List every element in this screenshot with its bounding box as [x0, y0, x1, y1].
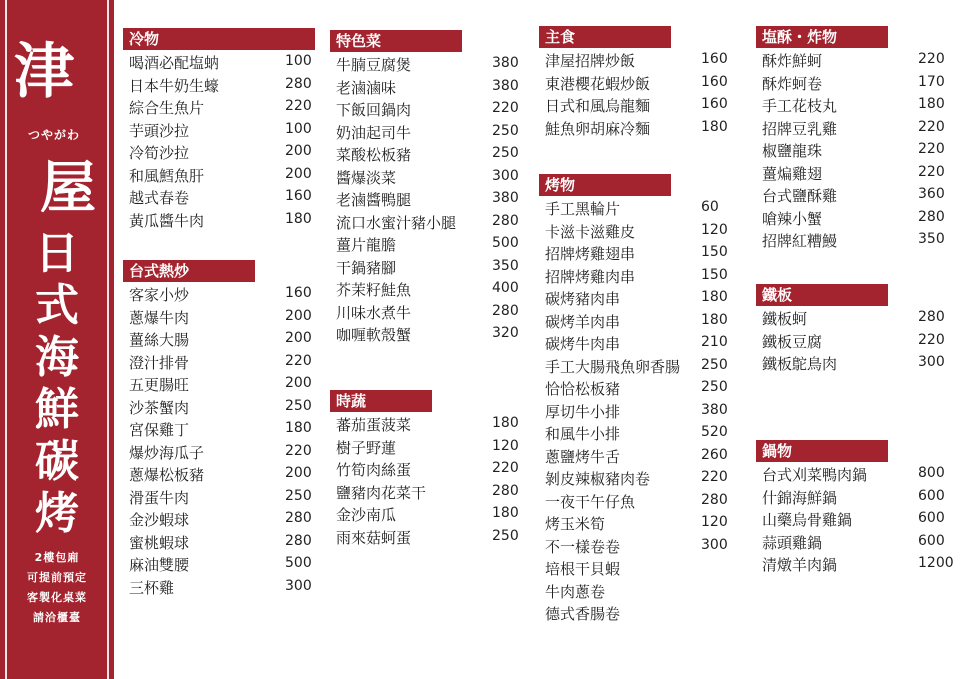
menu-item-price: 250 — [701, 379, 728, 395]
menu-item-name: 麻油雙腰 — [129, 556, 190, 574]
menu-item-name: 烤玉米筍 — [545, 515, 606, 533]
menu-item-price: 300 — [701, 536, 728, 553]
menu-item-price: 220 — [918, 163, 945, 180]
menu-item-price: 160 — [701, 73, 728, 90]
menu-item-name: 咖喱軟殼蟹 — [336, 326, 412, 344]
menu-item-price: 600 — [918, 487, 945, 504]
menu-item-price: 250 — [285, 397, 312, 414]
menu-item-price: 220 — [285, 442, 312, 459]
menu-item-name: 蔥爆牛肉 — [129, 308, 190, 327]
menu-item-price: 60 — [701, 199, 719, 215]
menu-item-price: 120 — [701, 221, 728, 238]
menu-item-price: 220 — [285, 352, 312, 369]
menu-item-price: 100 — [285, 120, 312, 137]
menu-item-price: 500 — [492, 235, 519, 251]
menu-item-price: 280 — [701, 491, 728, 508]
menu-item-price: 380 — [492, 55, 519, 71]
menu-item-price: 350 — [918, 231, 945, 247]
menu-item-name: 清燉羊肉鍋 — [762, 556, 838, 574]
section-title: 時蔬 — [330, 390, 432, 412]
menu-item-name: 宮保雞丁 — [129, 421, 190, 439]
menu-item-price: 800 — [918, 465, 945, 481]
brand-sidebar — [0, 0, 114, 679]
menu-item-name: 蕃茄蛋菠菜 — [336, 416, 412, 434]
menu-item-name: 招牌烤雞肉串 — [545, 267, 636, 286]
tagline-char: 式 — [35, 280, 79, 331]
menu-item-name: 酥炸鮮蚵 — [762, 52, 823, 70]
menu-item-price: 400 — [492, 280, 519, 296]
menu-item-name: 剝皮辣椒豬肉卷 — [545, 470, 651, 488]
menu-item-price: 200 — [285, 165, 312, 182]
menu-item-price: 180 — [492, 415, 519, 431]
menu-item-price: 380 — [492, 77, 519, 94]
tagline-char: 烤 — [35, 488, 79, 539]
menu-item-name: 竹筍肉絲蛋 — [336, 461, 412, 479]
menu-section-special — [330, 30, 532, 351]
menu-item-name: 招牌紅糟鰻 — [762, 232, 838, 250]
menu-item-price: 250 — [492, 527, 519, 544]
private-room-notes — [8, 548, 106, 628]
menu-item-name: 津屋招牌炒飯 — [545, 52, 636, 70]
menu-item-price: 150 — [701, 266, 728, 283]
menu-item-price: 100 — [285, 53, 312, 69]
tagline-char: 鮮 — [35, 384, 79, 435]
menu-item-name: 台式鹽酥雞 — [762, 187, 838, 205]
menu-item-name: 喝酒必配塩蚋 — [129, 54, 220, 72]
menu-item-price: 120 — [701, 514, 728, 530]
menu-item-price: 600 — [918, 510, 945, 526]
menu-item-name: 芥茉籽鮭魚 — [336, 281, 412, 299]
section-title: 台式熱炒 — [123, 260, 255, 282]
menu-item-name: 澄汁排骨 — [129, 353, 190, 372]
menu-section-staple — [539, 26, 741, 144]
sidebar-border-right — [107, 0, 109, 679]
menu-item-name: 鮭魚卵胡麻冷麵 — [545, 119, 651, 138]
menu-item-name: 碳烤豬肉串 — [545, 290, 621, 308]
menu-item-price: 220 — [285, 98, 312, 114]
menu-item-price: 220 — [492, 460, 519, 476]
menu-item-price: 280 — [492, 212, 519, 229]
menu-item-name: 五更腸旺 — [129, 376, 190, 394]
menu-item-price: 300 — [285, 577, 312, 594]
menu-item-name: 東港櫻花蝦炒飯 — [545, 74, 651, 93]
tagline-char: 日 — [35, 228, 79, 279]
menu-item-price: 280 — [285, 532, 312, 549]
menu-item-name: 鐵板豆腐 — [762, 332, 823, 351]
menu-item-name: 不一樣卷卷 — [545, 537, 621, 556]
menu-item-name: 椒鹽龍珠 — [762, 142, 823, 160]
menu-item-name: 樹子野蓮 — [336, 438, 397, 457]
menu-item-name: 什錦海鮮鍋 — [762, 488, 838, 507]
menu-item-name: 鐵板鴕鳥肉 — [762, 355, 838, 373]
menu-item-name: 薑煸雞翅 — [762, 164, 823, 183]
menu-item-name: 日本牛奶生蠔 — [129, 76, 220, 95]
menu-item-price: 280 — [492, 302, 519, 319]
menu-item-price: 120 — [492, 437, 519, 454]
menu-section-stirfry — [123, 260, 325, 603]
menu-item-price: 180 — [701, 118, 728, 135]
menu-item-price: 200 — [285, 375, 312, 391]
menu-item-name: 菜酸松板豬 — [336, 146, 412, 164]
menu-section-hotpot — [756, 440, 958, 581]
menu-item-name: 手工花枝丸 — [762, 97, 838, 115]
menu-item-name: 冷筍沙拉 — [129, 144, 190, 162]
section-title: 塩酥・炸物 — [756, 26, 888, 48]
menu-item-name: 黃瓜醬牛肉 — [129, 211, 205, 230]
menu-item-price: 500 — [285, 555, 312, 571]
note-line: 請洽櫃臺 — [33, 611, 81, 624]
sidebar-border-left — [5, 0, 7, 679]
tagline-char: 海 — [35, 332, 79, 383]
menu-item-name: 蒜頭雞鍋 — [762, 533, 823, 552]
menu-item-name: 越式春卷 — [129, 189, 190, 207]
menu-item-price: 210 — [701, 334, 728, 350]
menu-item-name: 和風牛小排 — [545, 425, 621, 443]
section-title: 冷物 — [123, 28, 315, 50]
menu-item-price: 200 — [285, 465, 312, 481]
menu-item-name: 鹽豬肉花菜干 — [336, 483, 427, 502]
menu-item-price: 1200 — [918, 555, 954, 571]
menu-item-price: 220 — [918, 51, 945, 67]
menu-item-price: 170 — [918, 73, 945, 90]
menu-item-name: 金沙蝦球 — [129, 511, 190, 529]
menu-item-name: 滑蛋牛肉 — [129, 488, 190, 507]
menu-item-price: 160 — [701, 96, 728, 112]
menu-item-price: 280 — [285, 75, 312, 92]
menu-item-price: 280 — [492, 482, 519, 499]
menu-item-name: 綜合生魚片 — [129, 99, 205, 117]
menu-item-name: 台式刈菜鴨肉鍋 — [762, 466, 868, 484]
menu-item-price: 220 — [701, 469, 728, 485]
menu-item-name: 薑片龍膽 — [336, 236, 397, 254]
menu-item-price: 260 — [701, 446, 728, 463]
menu-item-name: 蔥爆松板豬 — [129, 466, 205, 484]
menu-item-name: 日式和風烏龍麵 — [545, 97, 651, 115]
menu-item-name: 爆炒海瓜子 — [129, 443, 205, 462]
brand-tagline — [25, 228, 89, 540]
menu-item-price: 180 — [285, 420, 312, 436]
menu-item-name: 和風鱈魚肝 — [129, 166, 205, 185]
menu-item-price: 160 — [701, 51, 728, 67]
menu-item-name: 牛肉蔥卷 — [545, 582, 606, 601]
menu-item-price: 300 — [492, 167, 519, 184]
menu-item-name: 流口水蜜汁豬小腿 — [336, 213, 457, 232]
note-line: 客製化桌菜 — [27, 591, 87, 604]
menu-item-name: 手工大腸飛魚卵香腸 — [545, 357, 681, 376]
menu-item-price: 300 — [918, 354, 945, 370]
menu-item-name: 培根干貝蝦 — [545, 560, 621, 578]
menu-item-name: 三杯雞 — [129, 578, 175, 597]
menu-item-price: 160 — [285, 188, 312, 204]
section-title: 特色菜 — [330, 30, 462, 52]
menu-item-name: 川味水煮牛 — [336, 303, 412, 322]
menu-item-price: 220 — [918, 141, 945, 157]
menu-item-price: 220 — [918, 331, 945, 348]
menu-item-name: 下飯回鍋肉 — [336, 101, 412, 119]
menu-item-price: 250 — [492, 122, 519, 139]
menu-item-price: 180 — [918, 96, 945, 112]
menu-item-price: 220 — [492, 100, 519, 116]
menu-item-price: 200 — [285, 330, 312, 346]
menu-item-name: 金沙南瓜 — [336, 506, 397, 524]
menu-item-price: 280 — [918, 208, 945, 225]
menu-item-name: 奶油起司牛 — [336, 123, 412, 142]
menu-section-veg — [330, 390, 532, 553]
menu-item-name: 客家小炒 — [129, 286, 190, 304]
menu-item-name: 碳烤牛肉串 — [545, 335, 621, 353]
menu-item-price: 160 — [285, 285, 312, 301]
menu-item-name: 手工黑輪片 — [545, 200, 621, 218]
brand-char-1: 津 — [14, 37, 74, 107]
menu-item-name: 鐵板蚵 — [762, 310, 808, 328]
menu-item-name: 酥炸蚵卷 — [762, 74, 823, 93]
menu-item-price: 200 — [285, 307, 312, 324]
menu-item-name: 雨來菇蚵蛋 — [336, 528, 412, 547]
brand-char-2: 屋 — [40, 155, 96, 221]
menu-item-name: 招牌烤雞翅串 — [545, 245, 636, 263]
note-line: 可提前預定 — [27, 571, 87, 584]
menu-item-price: 380 — [492, 190, 519, 206]
menu-item-price: 150 — [701, 244, 728, 260]
tagline-char: 碳 — [35, 436, 79, 487]
menu-item-name: 山藥烏骨雞鍋 — [762, 511, 853, 529]
menu-item-name: 卡滋卡滋雞皮 — [545, 222, 636, 241]
menu-item-name: 一夜干午仔魚 — [545, 492, 636, 511]
menu-section-fried — [756, 26, 958, 257]
section-title: 鐵板 — [756, 284, 888, 306]
menu-item-name: 干鍋豬腳 — [336, 258, 397, 277]
menu-item-price: 250 — [492, 145, 519, 161]
menu-item-name: 蔥鹽烤牛舌 — [545, 447, 621, 466]
menu-item-name: 沙茶蟹肉 — [129, 398, 190, 417]
menu-item-price: 180 — [701, 311, 728, 328]
menu-item-name: 薑絲大腸 — [129, 331, 190, 349]
menu-item-name: 芋頭沙拉 — [129, 121, 190, 140]
menu-item-price: 600 — [918, 532, 945, 549]
menu-item-price: 350 — [492, 257, 519, 274]
menu-item-price: 180 — [701, 289, 728, 305]
menu-item-price: 280 — [918, 309, 945, 325]
menu-item-name: 牛腩豆腐煲 — [336, 56, 412, 74]
menu-item-name: 恰恰松板豬 — [545, 380, 621, 398]
menu-item-name: 招牌豆乳雞 — [762, 119, 838, 138]
menu-item-name: 德式香腸卷 — [545, 605, 621, 623]
menu-item-name: 碳烤羊肉串 — [545, 312, 621, 331]
menu-item-price: 250 — [701, 356, 728, 373]
note-line: 2樓包廂 — [34, 551, 80, 564]
menu-item-name: 老滷醬鴨腿 — [336, 191, 412, 209]
menu-item-price: 200 — [285, 143, 312, 159]
menu-item-price: 380 — [701, 401, 728, 418]
menu-section-cold — [123, 28, 325, 236]
menu-item-price: 180 — [285, 210, 312, 227]
menu-item-name: 醬爆淡菜 — [336, 168, 397, 187]
menu-item-price: 250 — [285, 487, 312, 504]
menu-item-price: 180 — [492, 505, 519, 521]
menu-item-price: 360 — [918, 186, 945, 202]
menu-item-name: 蜜桃蝦球 — [129, 533, 190, 552]
section-title: 鍋物 — [756, 440, 888, 462]
menu-item-name: 厚切牛小排 — [545, 402, 621, 421]
menu-item-price: 220 — [918, 118, 945, 135]
menu-section-grill — [539, 174, 741, 630]
brand-kana: つやがわ — [28, 128, 81, 142]
menu-section-teppan — [756, 284, 958, 380]
menu-item-name: 嗆辣小蟹 — [762, 209, 823, 228]
menu-item-price: 520 — [701, 424, 728, 440]
menu-item-price: 320 — [492, 325, 519, 341]
section-title: 烤物 — [539, 174, 671, 196]
section-title: 主食 — [539, 26, 671, 48]
menu-item-price: 280 — [285, 510, 312, 526]
menu-item-name: 老滷滷味 — [336, 78, 397, 97]
